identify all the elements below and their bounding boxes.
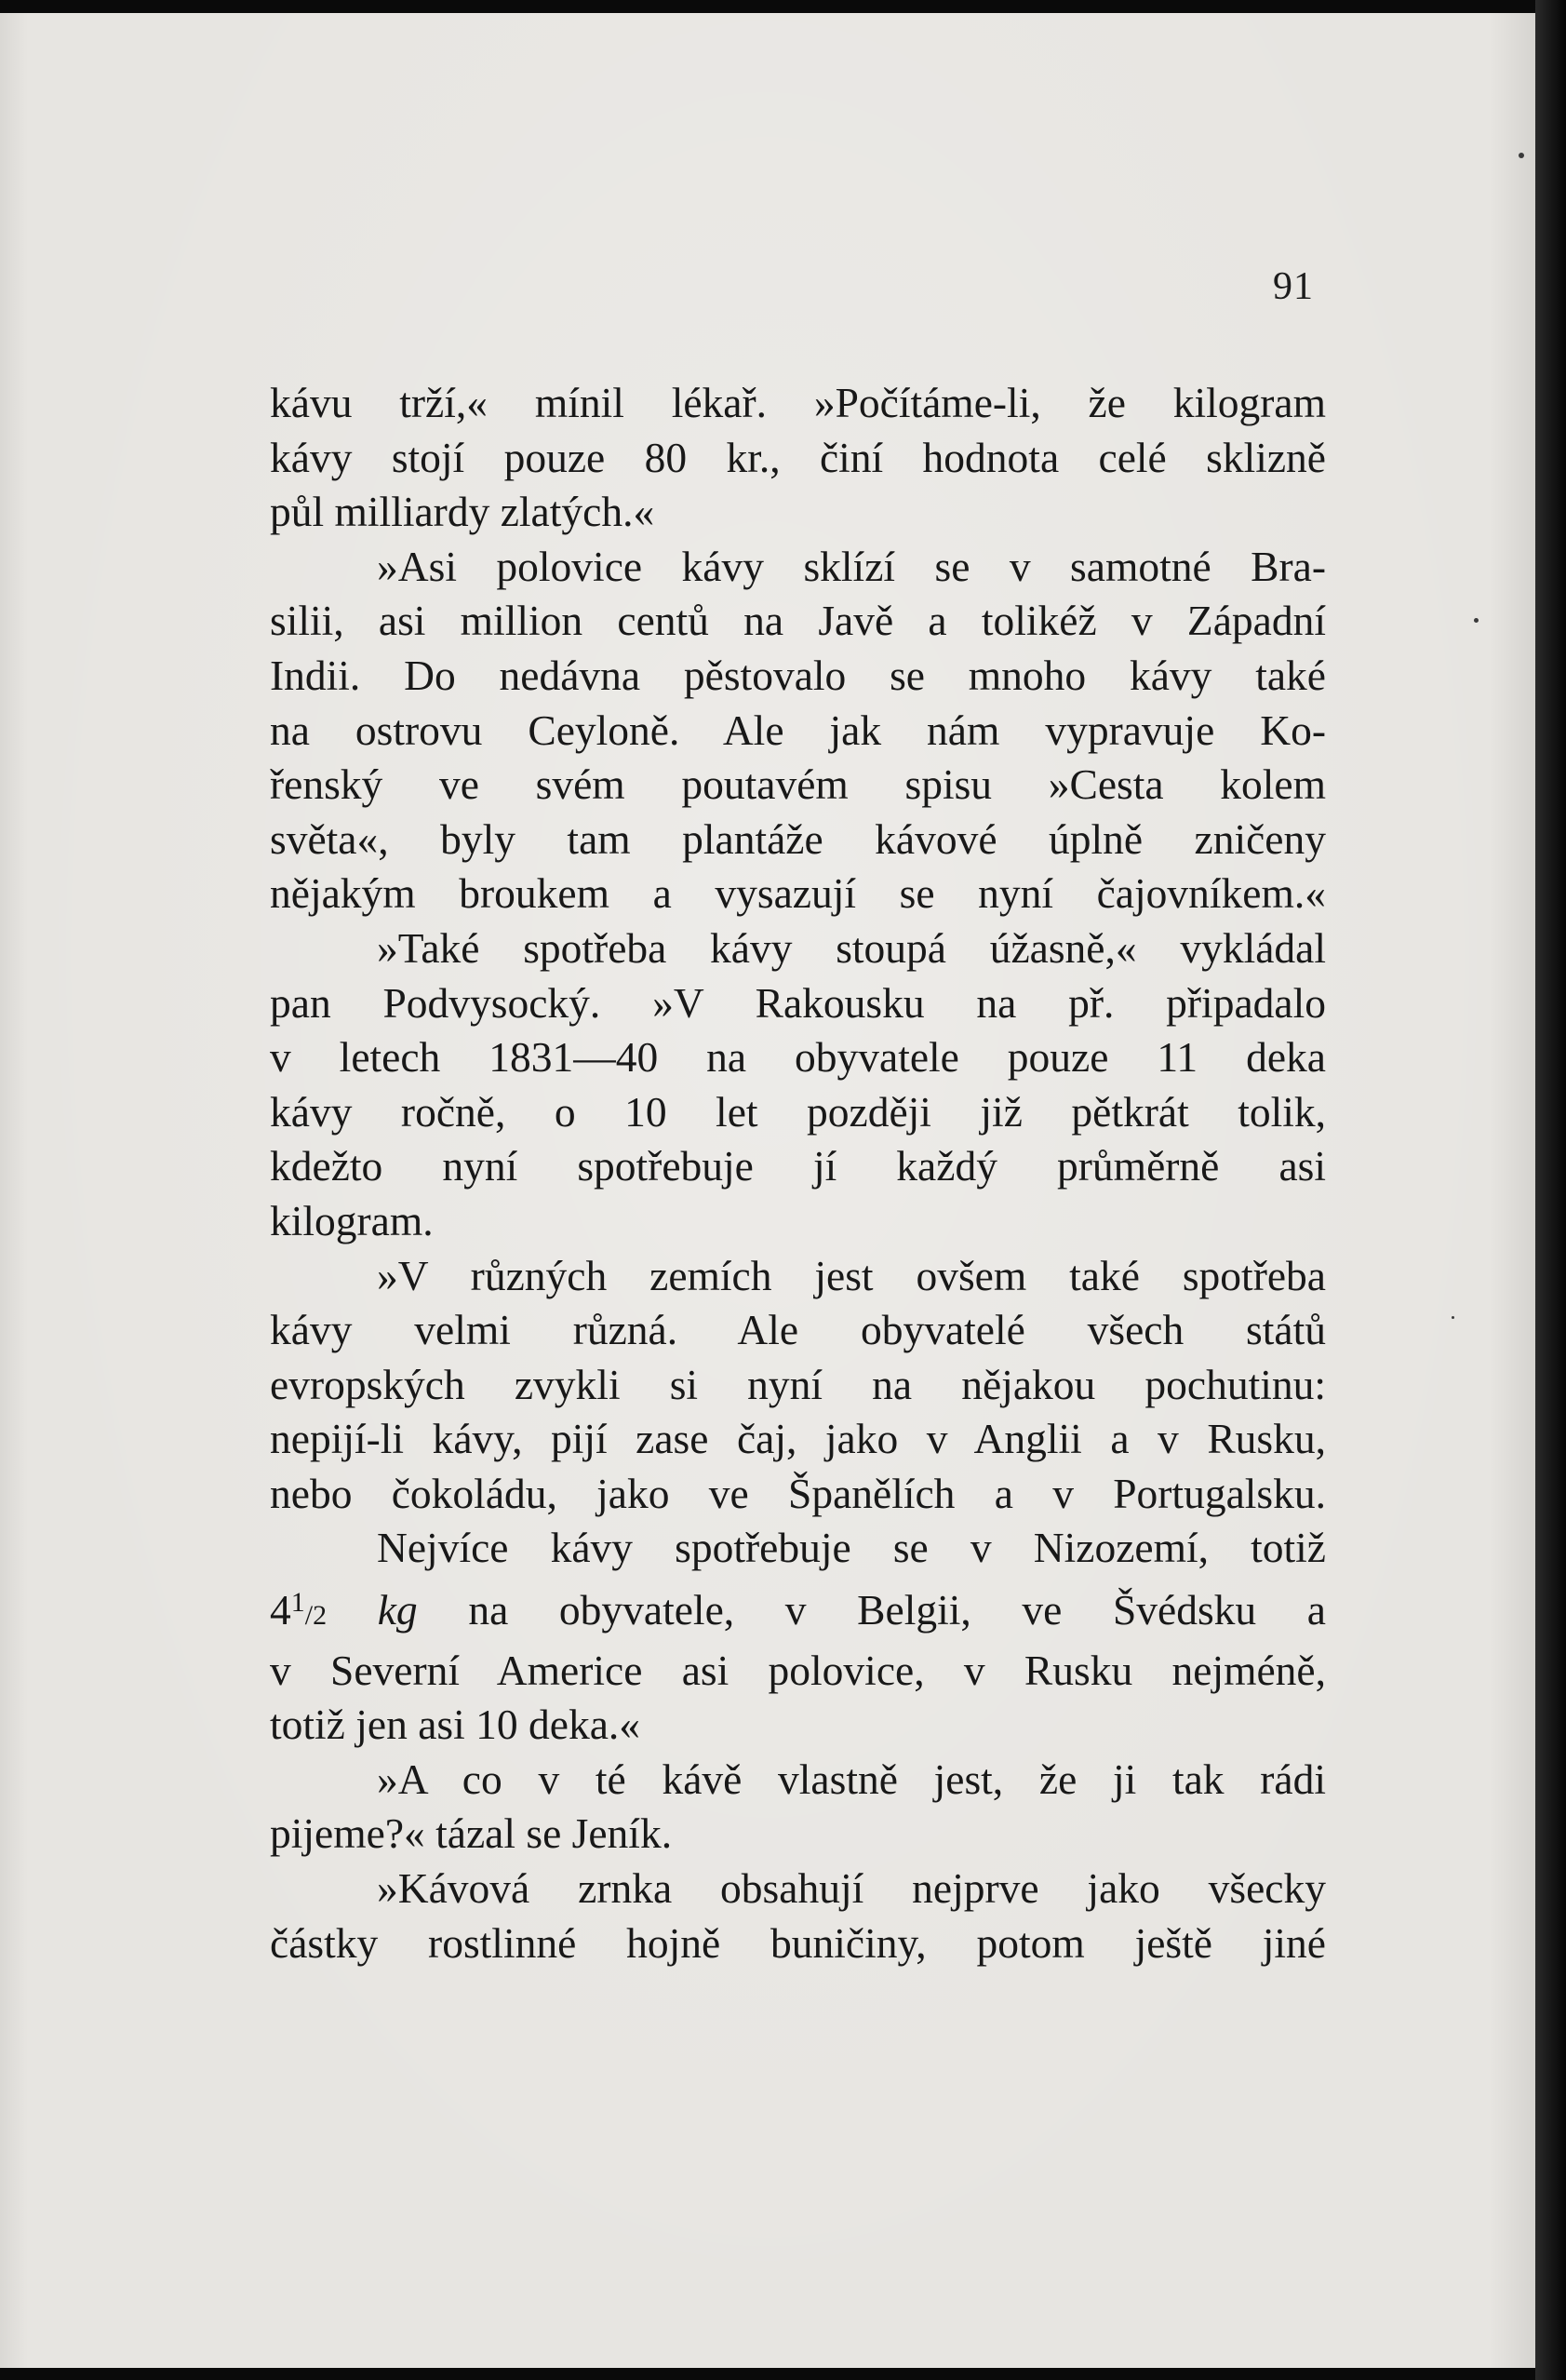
fraction-denominator: 2 <box>313 1600 328 1632</box>
text-line: půl milliardy zlatých.« <box>270 488 655 536</box>
fraction-separator: / <box>304 1600 314 1632</box>
text-line: kilogram. <box>270 1196 434 1244</box>
text-line: pan Podvysocký. »V Rakousku na př. připadalo <box>270 978 1326 1027</box>
text-line: Indii. Do nedávna pěstovalo se mnoho kávy také <box>270 651 1326 699</box>
paper-speck <box>1519 153 1524 158</box>
text-line: »Kávová zrnka obsahují nejprve jako všecky <box>377 1864 1326 1913</box>
fraction-numerator: 1 <box>290 1587 305 1619</box>
text-line: »A co v té kávě vlastně jest, že ji tak rádi <box>377 1755 1326 1803</box>
text-line: v Severní Americe asi polovice, v Rusku nejméně, <box>270 1646 1326 1694</box>
paper-speck <box>1474 618 1479 623</box>
text-line: Nejvíce kávy spotřebuje se v Nizozemí, totiž <box>377 1524 1326 1572</box>
book-page <box>0 13 1535 2368</box>
text-line: světa«, byly tam plantáže kávové úplně zničeny <box>270 814 1326 863</box>
text-line-fraction <box>270 1576 1326 1644</box>
text-line: kávy velmi různá. Ale obyvatelé všech států <box>270 1306 1326 1354</box>
text-line: »V různých zemích jest ovšem také spotřeba <box>377 1251 1326 1299</box>
scan-edge <box>1535 0 1566 2380</box>
text-line: částky rostlinné hojně buničiny, potom ještě jiné <box>270 1918 1326 1967</box>
text-line: na ostrovu Ceyloně. Ale jak nám vypravuje Ko- <box>270 706 1326 754</box>
text-line: totiž jen asi 10 deka.« <box>270 1701 641 1749</box>
paper-speck <box>1452 1316 1454 1319</box>
text-line: pijeme?« tázal se Jeník. <box>270 1809 673 1858</box>
page-number: 91 <box>1273 265 1314 308</box>
text-line: nějakým broukem a vysazují se nyní čajovníkem.« <box>270 869 1326 918</box>
text-line: v letech 1831—40 na obyvatele pouze 11 deka <box>270 1033 1326 1082</box>
text-line: kávy stojí pouze 80 kr., činí hodnota celé sklizně <box>270 433 1326 481</box>
text-line: kdežto nyní spotřebuje jí každý průměrně asi <box>270 1142 1326 1190</box>
text-line: »Asi polovice kávy sklízí se v samotné Bra- <box>377 542 1326 590</box>
text-line: evropských zvykli si nyní na nějakou pochutinu: <box>270 1360 1326 1408</box>
text-line: kávy ročně, o 10 let později již pětkrát tolik, <box>270 1087 1326 1136</box>
text-line: nebo čokoládu, jako ve Španělích a v Portugalsku. <box>270 1469 1326 1517</box>
body-text <box>270 376 1326 1970</box>
text-line: silii, asi million centů na Javě a tolikéž v Západní <box>270 597 1326 645</box>
text-line: řenský ve svém poutavém spisu »Cesta kolem <box>270 760 1326 809</box>
fraction-whole: 4 <box>270 1586 291 1634</box>
unit-kg: kg <box>377 1586 418 1634</box>
text-line: nepijí-li kávy, pijí zase čaj, jako v Anglii a v Rusku, <box>270 1415 1326 1463</box>
fraction-line-rest: na obyvatele, v Belgii, ve Švédsku a <box>417 1586 1326 1634</box>
text-line: kávu trží,« mínil lékař. »Počítáme-li, že kilogram <box>270 379 1326 426</box>
text-line: »Také spotřeba kávy stoupá úžasně,« vykládal <box>377 923 1326 972</box>
